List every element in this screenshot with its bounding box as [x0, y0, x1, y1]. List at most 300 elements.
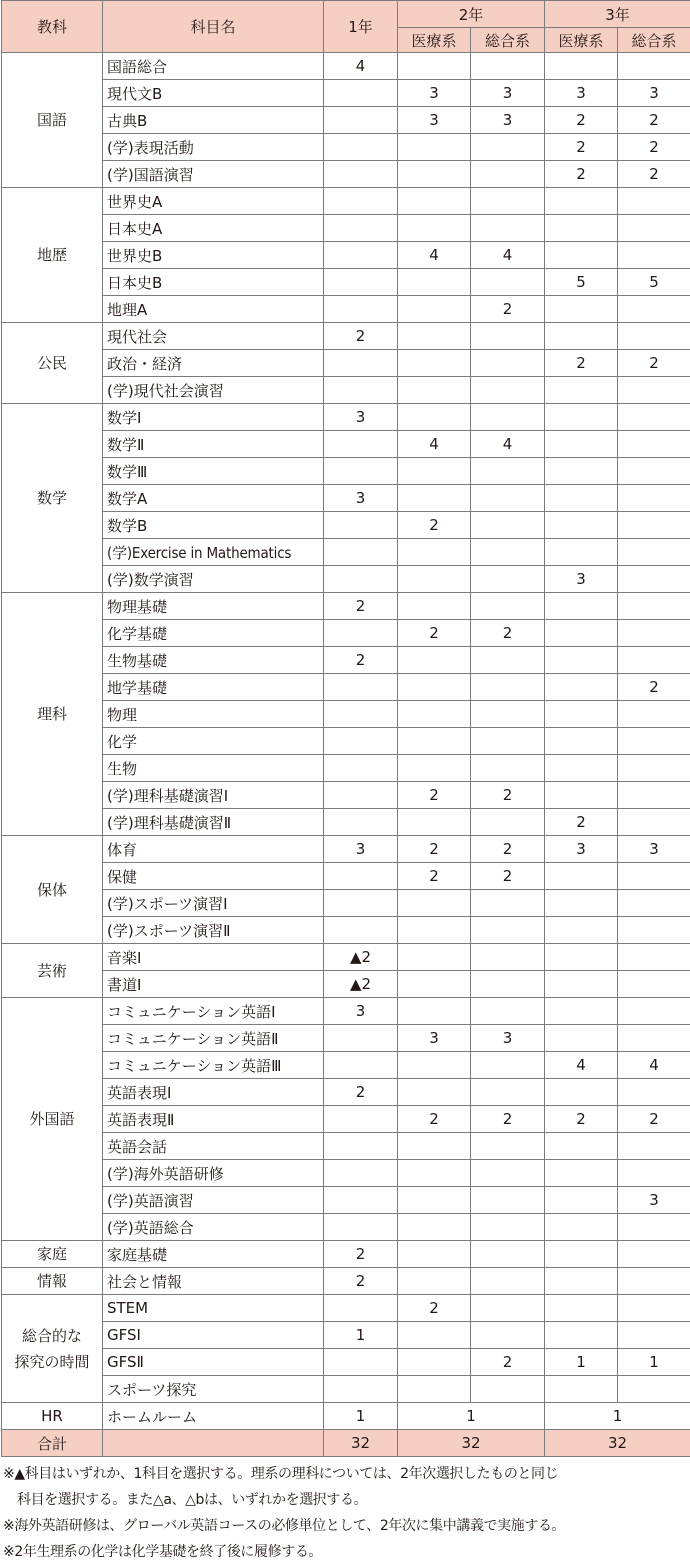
year2-general-units: [471, 1079, 545, 1106]
year3-medical-units: [545, 1376, 618, 1403]
year2-general-units: [471, 944, 545, 971]
subject-cell: スポーツ探究: [103, 1376, 324, 1403]
hr-row: [2, 1403, 690, 1430]
year2-general-units: [471, 890, 545, 917]
year1-units: [324, 1160, 398, 1187]
hr-year1: 1: [324, 1403, 398, 1430]
year2-medical-units: [398, 539, 471, 566]
category-cell: 理科: [2, 593, 103, 836]
year3-general-units: [618, 377, 690, 404]
table-row: [2, 1295, 690, 1322]
year3-general-units: 2: [618, 674, 690, 701]
year3-general-units: [618, 431, 690, 458]
year3-medical-units: [545, 1160, 618, 1187]
year2-medical-units: 2: [398, 620, 471, 647]
year2-medical-units: [398, 350, 471, 377]
year2-medical-units: 3: [398, 80, 471, 107]
year1-units: [324, 215, 398, 242]
year3-general-units: [618, 755, 690, 782]
footnote: ※海外英語研修は、グローバル英語コースの必修単位として、2年次に集中講義で実施する。: [3, 1518, 566, 1534]
table-row: [2, 512, 690, 539]
table-row: [2, 971, 690, 998]
year1-units: [324, 566, 398, 593]
year1-units: [324, 1133, 398, 1160]
subject-cell: 化学基礎: [103, 620, 324, 647]
year3-medical-units: [545, 1214, 618, 1241]
header-year2: 2年: [398, 1, 545, 28]
year1-units: 2: [324, 1268, 398, 1295]
table-row: [2, 458, 690, 485]
year3-medical-units: [545, 620, 618, 647]
subject-cell: 物理: [103, 701, 324, 728]
table-row: [2, 944, 690, 971]
year3-general-units: 1: [618, 1349, 690, 1376]
year3-general-units: [618, 566, 690, 593]
year3-general-units: [618, 323, 690, 350]
footnote: 科目を選択する。また△a、△bは、いずれかを選択する。: [17, 1492, 368, 1508]
header-year2-medical: 医療系: [398, 28, 471, 53]
year3-medical-units: [545, 971, 618, 998]
year2-medical-units: [398, 809, 471, 836]
year3-general-units: 3: [618, 1187, 690, 1214]
category-cell: 数学: [2, 404, 103, 593]
year3-medical-units: [545, 1322, 618, 1349]
year2-medical-units: [398, 53, 471, 80]
year3-medical-units: [545, 755, 618, 782]
year3-general-units: 2: [618, 1106, 690, 1133]
year3-medical-units: [545, 944, 618, 971]
year3-medical-units: [545, 242, 618, 269]
year1-units: [324, 458, 398, 485]
year3-medical-units: [545, 782, 618, 809]
year2-medical-units: [398, 458, 471, 485]
year2-general-units: 2: [471, 296, 545, 323]
table-row: [2, 674, 690, 701]
year3-medical-units: 3: [545, 836, 618, 863]
year2-general-units: 2: [471, 836, 545, 863]
header-year3: 3年: [545, 1, 690, 28]
year2-general-units: [471, 350, 545, 377]
year1-units: [324, 1052, 398, 1079]
year3-medical-units: 2: [545, 161, 618, 188]
year2-medical-units: 2: [398, 863, 471, 890]
year2-general-units: 3: [471, 1025, 545, 1052]
table-row: [2, 1322, 690, 1349]
header-year3-medical: 医療系: [545, 28, 618, 53]
subject-cell: (学)Exercise in Mathematics: [103, 539, 324, 566]
category-cell: 外国語: [2, 998, 103, 1241]
year1-units: [324, 242, 398, 269]
year1-units: 3: [324, 404, 398, 431]
year1-units: [324, 539, 398, 566]
table-row: [2, 539, 690, 566]
year2-general-units: [471, 404, 545, 431]
year2-general-units: 2: [471, 863, 545, 890]
year2-general-units: [471, 1052, 545, 1079]
year3-general-units: [618, 971, 690, 998]
table-row: [2, 323, 690, 350]
year3-general-units: [618, 539, 690, 566]
year2-general-units: [471, 53, 545, 80]
year3-medical-units: [545, 512, 618, 539]
year2-general-units: [471, 1376, 545, 1403]
year3-general-units: [618, 404, 690, 431]
subject-cell: 化学: [103, 728, 324, 755]
subject-cell: 数学Ⅲ: [103, 458, 324, 485]
curriculum-table: [1, 0, 690, 1457]
year2-medical-units: 2: [398, 512, 471, 539]
subject-cell: (学)数学演習: [103, 566, 324, 593]
footnote: ※▲科目はいずれか、1科目を選択する。理系の理科については、2年次選択したものと同じ: [3, 1466, 559, 1482]
table-row: [2, 863, 690, 890]
table-row: [2, 1187, 690, 1214]
subject-cell: コミュニケーション英語Ⅱ: [103, 1025, 324, 1052]
year2-general-units: [471, 1241, 545, 1268]
year2-medical-units: [398, 377, 471, 404]
subject-cell: 古典B: [103, 107, 324, 134]
year1-units: 4: [324, 53, 398, 80]
year3-general-units: [618, 620, 690, 647]
year2-medical-units: [398, 1241, 471, 1268]
year3-general-units: [618, 944, 690, 971]
year2-medical-units: [398, 188, 471, 215]
year3-medical-units: [545, 215, 618, 242]
subject-cell: (学)英語総合: [103, 1214, 324, 1241]
table-row: [2, 431, 690, 458]
year2-general-units: [471, 377, 545, 404]
year1-units: 2: [324, 1241, 398, 1268]
year2-medical-units: [398, 1322, 471, 1349]
subject-cell: 英語会話: [103, 1133, 324, 1160]
table-row: [2, 485, 690, 512]
year1-units: [324, 431, 398, 458]
year2-general-units: 2: [471, 1349, 545, 1376]
year2-medical-units: [398, 998, 471, 1025]
year1-units: ▲2: [324, 971, 398, 998]
table-row: [2, 1268, 690, 1295]
subject-cell: 物理基礎: [103, 593, 324, 620]
year2-medical-units: 2: [398, 1295, 471, 1322]
year3-general-units: [618, 1214, 690, 1241]
year3-medical-units: [545, 1268, 618, 1295]
year2-general-units: 4: [471, 242, 545, 269]
year2-general-units: [471, 971, 545, 998]
year1-units: [324, 1025, 398, 1052]
total-year3: 32: [545, 1430, 690, 1457]
year2-medical-units: [398, 755, 471, 782]
category-cell: 保体: [2, 836, 103, 944]
table-row: [2, 1025, 690, 1052]
subject-cell: 英語表現Ⅰ: [103, 1079, 324, 1106]
year2-general-units: 3: [471, 80, 545, 107]
year3-medical-units: [545, 539, 618, 566]
year3-medical-units: 2: [545, 350, 618, 377]
subject-cell: 書道Ⅰ: [103, 971, 324, 998]
table-row: [2, 404, 690, 431]
subject-cell: (学)現代社会演習: [103, 377, 324, 404]
year3-general-units: [618, 1268, 690, 1295]
table-row: [2, 1160, 690, 1187]
year3-general-units: [618, 215, 690, 242]
year3-general-units: 3: [618, 836, 690, 863]
year3-general-units: 2: [618, 107, 690, 134]
table-row: [2, 782, 690, 809]
year3-general-units: [618, 1241, 690, 1268]
year1-units: [324, 863, 398, 890]
year2-general-units: 2: [471, 1106, 545, 1133]
year2-general-units: [471, 674, 545, 701]
year1-units: 1: [324, 1322, 398, 1349]
subject-cell: (学)理科基礎演習Ⅰ: [103, 782, 324, 809]
year2-medical-units: 2: [398, 782, 471, 809]
year1-units: [324, 890, 398, 917]
year2-general-units: [471, 1133, 545, 1160]
header-year1: 1年: [324, 1, 398, 53]
table-row: [2, 701, 690, 728]
total-year1: 32: [324, 1430, 398, 1457]
table-row: [2, 1079, 690, 1106]
year2-general-units: [471, 134, 545, 161]
year1-units: [324, 917, 398, 944]
year2-medical-units: [398, 1133, 471, 1160]
table-row: [2, 1376, 690, 1403]
table-row: [2, 80, 690, 107]
year3-medical-units: [545, 593, 618, 620]
year2-medical-units: [398, 1349, 471, 1376]
table-row: [2, 566, 690, 593]
table-row: [2, 53, 690, 80]
subject-cell: (学)海外英語研修: [103, 1160, 324, 1187]
year2-medical-units: [398, 323, 471, 350]
year1-units: 3: [324, 998, 398, 1025]
year3-general-units: [618, 863, 690, 890]
year2-medical-units: [398, 1079, 471, 1106]
year2-medical-units: [398, 269, 471, 296]
table-row: [2, 917, 690, 944]
year3-medical-units: [545, 998, 618, 1025]
year3-medical-units: 5: [545, 269, 618, 296]
year2-general-units: [471, 323, 545, 350]
year2-medical-units: [398, 971, 471, 998]
year3-general-units: [618, 809, 690, 836]
year1-units: [324, 1376, 398, 1403]
table-row: [2, 1133, 690, 1160]
year2-medical-units: [398, 1214, 471, 1241]
year2-general-units: [471, 161, 545, 188]
year2-general-units: [471, 188, 545, 215]
subject-cell: 社会と情報: [103, 1268, 324, 1295]
table-row: [2, 377, 690, 404]
year2-medical-units: [398, 728, 471, 755]
subject-cell: 政治・経済: [103, 350, 324, 377]
year1-units: [324, 1187, 398, 1214]
year1-units: [324, 1214, 398, 1241]
category-cell: 国語: [2, 53, 103, 188]
hr-subject: ホームルーム: [103, 1403, 324, 1430]
year3-medical-units: [545, 728, 618, 755]
subject-cell: コミュニケーション英語Ⅲ: [103, 1052, 324, 1079]
year3-general-units: 2: [618, 134, 690, 161]
year2-general-units: 2: [471, 782, 545, 809]
footnotes: [3, 1461, 690, 1565]
year1-units: [324, 782, 398, 809]
year1-units: [324, 377, 398, 404]
subject-cell: 保健: [103, 863, 324, 890]
table-row: [2, 1214, 690, 1241]
table-row: [2, 215, 690, 242]
year1-units: [324, 512, 398, 539]
year3-general-units: [618, 890, 690, 917]
subject-cell: 日本史B: [103, 269, 324, 296]
year3-general-units: [618, 1160, 690, 1187]
year2-general-units: [471, 512, 545, 539]
curriculum-body: [2, 53, 690, 1457]
category-cell: 情報: [2, 1268, 103, 1295]
year1-units: 2: [324, 593, 398, 620]
year2-medical-units: [398, 593, 471, 620]
year2-general-units: [471, 755, 545, 782]
table-row: [2, 161, 690, 188]
header-subject: 科目名: [103, 1, 324, 53]
year3-medical-units: 3: [545, 80, 618, 107]
total-label: 合計: [2, 1430, 103, 1457]
subject-cell: (学)英語演習: [103, 1187, 324, 1214]
subject-cell: 体育: [103, 836, 324, 863]
year2-medical-units: [398, 647, 471, 674]
year3-general-units: [618, 188, 690, 215]
subject-cell: (学)国語演習: [103, 161, 324, 188]
year3-medical-units: [545, 1241, 618, 1268]
year1-units: [324, 188, 398, 215]
year1-units: [324, 134, 398, 161]
year2-general-units: 2: [471, 620, 545, 647]
subject-cell: 英語表現Ⅱ: [103, 1106, 324, 1133]
year2-medical-units: [398, 1052, 471, 1079]
year2-general-units: [471, 701, 545, 728]
year2-medical-units: [398, 404, 471, 431]
year3-medical-units: [545, 890, 618, 917]
table-row: [2, 728, 690, 755]
year1-units: ▲2: [324, 944, 398, 971]
year1-units: [324, 701, 398, 728]
table-row: [2, 107, 690, 134]
year3-medical-units: 1: [545, 1349, 618, 1376]
subject-cell: 現代社会: [103, 323, 324, 350]
year1-units: [324, 620, 398, 647]
header-year3-general: 総合系: [618, 28, 690, 53]
subject-cell: 地学基礎: [103, 674, 324, 701]
year3-medical-units: [545, 188, 618, 215]
total-row: [2, 1430, 690, 1457]
year3-general-units: [618, 1376, 690, 1403]
year2-medical-units: [398, 1160, 471, 1187]
year1-units: 2: [324, 1079, 398, 1106]
year3-medical-units: [545, 1025, 618, 1052]
year3-medical-units: 2: [545, 1106, 618, 1133]
category-cell: 地歴: [2, 188, 103, 323]
year2-general-units: [471, 728, 545, 755]
year3-general-units: [618, 782, 690, 809]
year2-medical-units: 3: [398, 107, 471, 134]
year3-medical-units: [545, 458, 618, 485]
total-year2: 32: [398, 1430, 545, 1457]
year3-general-units: [618, 296, 690, 323]
table-row: [2, 890, 690, 917]
year2-general-units: [471, 539, 545, 566]
table-row: [2, 755, 690, 782]
subject-cell: 現代文B: [103, 80, 324, 107]
year1-units: 3: [324, 836, 398, 863]
year2-medical-units: 2: [398, 836, 471, 863]
table-row: [2, 836, 690, 863]
year3-medical-units: [545, 404, 618, 431]
table-row: [2, 1052, 690, 1079]
year3-medical-units: [545, 296, 618, 323]
year3-medical-units: [545, 377, 618, 404]
year1-units: 3: [324, 485, 398, 512]
year3-general-units: [618, 1133, 690, 1160]
year2-general-units: [471, 1295, 545, 1322]
year2-general-units: [471, 458, 545, 485]
hr-category: HR: [2, 1403, 103, 1430]
year2-general-units: [471, 917, 545, 944]
year3-general-units: 5: [618, 269, 690, 296]
subject-cell: 国語総合: [103, 53, 324, 80]
year2-general-units: [471, 1187, 545, 1214]
year1-units: [324, 269, 398, 296]
year2-general-units: [471, 593, 545, 620]
table-row: [2, 350, 690, 377]
footnote: ※2年生理系の化学は化学基礎を終了後に履修する。: [3, 1544, 323, 1560]
year2-medical-units: 2: [398, 1106, 471, 1133]
year2-medical-units: 4: [398, 242, 471, 269]
year2-general-units: [471, 1160, 545, 1187]
year2-general-units: [471, 215, 545, 242]
category-cell: 公民: [2, 323, 103, 404]
year3-medical-units: [545, 701, 618, 728]
year2-medical-units: [398, 1376, 471, 1403]
year1-units: [324, 755, 398, 782]
year2-general-units: [471, 269, 545, 296]
year3-general-units: [618, 998, 690, 1025]
table-row: [2, 1241, 690, 1268]
year2-medical-units: [398, 1268, 471, 1295]
year1-units: 2: [324, 323, 398, 350]
hr-year3: 1: [545, 1403, 690, 1430]
year3-medical-units: 2: [545, 107, 618, 134]
subject-cell: STEM: [103, 1295, 324, 1322]
table-row: [2, 809, 690, 836]
year1-units: [324, 161, 398, 188]
year3-general-units: [618, 458, 690, 485]
year2-medical-units: 3: [398, 1025, 471, 1052]
year1-units: [324, 1349, 398, 1376]
year2-general-units: [471, 485, 545, 512]
year3-general-units: 3: [618, 80, 690, 107]
subject-cell: 数学A: [103, 485, 324, 512]
year1-units: [324, 80, 398, 107]
year1-units: [324, 350, 398, 377]
table-row: [2, 296, 690, 323]
subject-cell: (学)表現活動: [103, 134, 324, 161]
year1-units: [324, 809, 398, 836]
year3-medical-units: [545, 485, 618, 512]
year3-general-units: [618, 1322, 690, 1349]
year2-general-units: [471, 566, 545, 593]
year3-medical-units: [545, 1079, 618, 1106]
year3-general-units: [618, 728, 690, 755]
year1-units: [324, 728, 398, 755]
